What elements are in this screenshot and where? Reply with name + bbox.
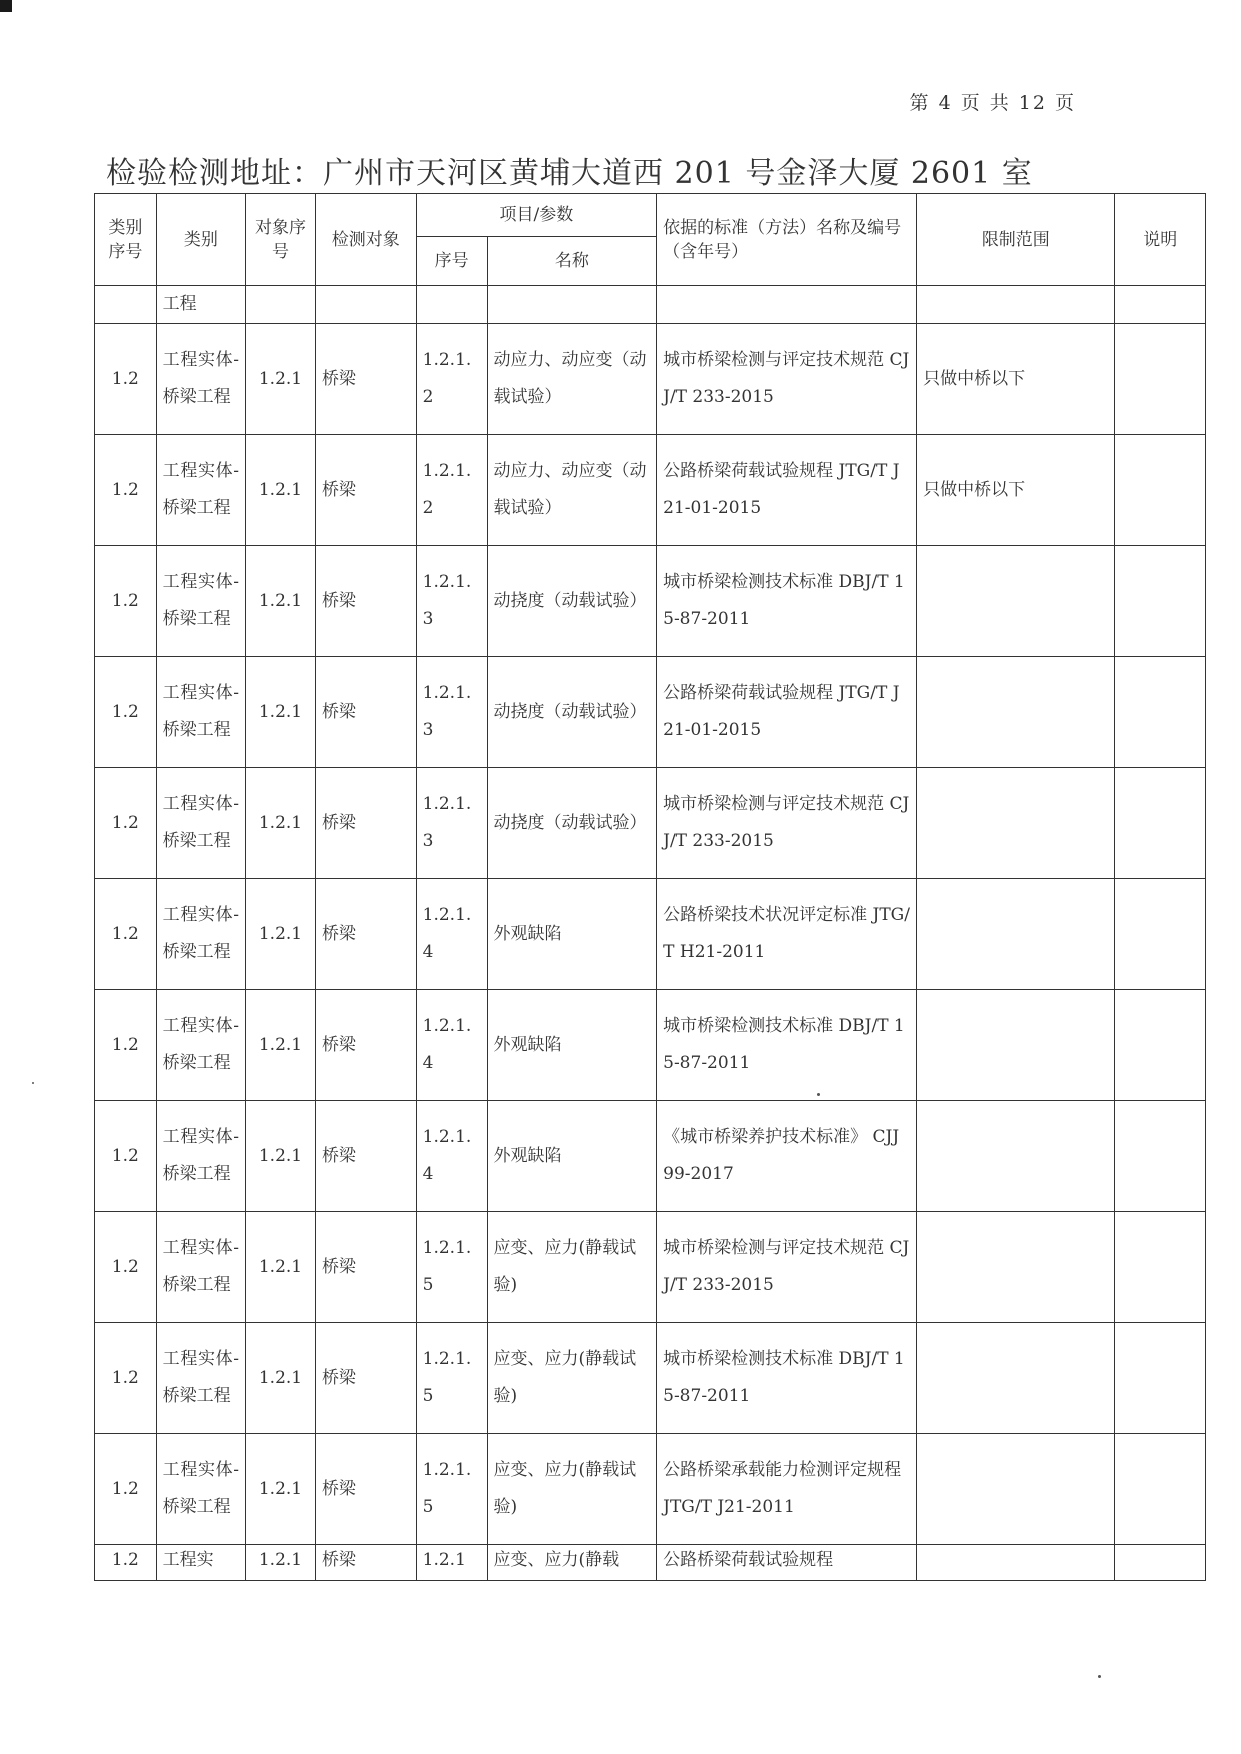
cell-object: 桥梁 (315, 324, 416, 435)
cell-remark (1115, 990, 1206, 1101)
cell-standard: 城市桥梁检测技术标准 DBJ/T 15-87-2011 (657, 990, 917, 1101)
table-row (95, 768, 1206, 879)
header-remark: 说明 (1115, 194, 1206, 286)
cell-item-name: 应变、应力(静载试验) (487, 1434, 657, 1545)
cell-limit (917, 1212, 1115, 1323)
cell-remark (1115, 1323, 1206, 1434)
cell-limit: 只做中桥以下 (917, 324, 1115, 435)
cell-item-no: 1.2.1.4 (416, 879, 487, 990)
cell-category: 工程实体-桥梁工程 (156, 546, 245, 657)
cell-object-no: 1.2.1 (246, 1323, 316, 1434)
header-standard: 依据的标准（方法）名称及编号（含年号） (657, 194, 917, 286)
cell-remark (1115, 657, 1206, 768)
cell-standard: 公路桥梁荷载试验规程 (657, 1545, 917, 1581)
cell-category: 工程实体-桥梁工程 (156, 1101, 245, 1212)
accreditation-scope-table (94, 193, 1206, 1581)
cell-item-name: 动挠度（动载试验） (487, 657, 657, 768)
cell-object-no: 1.2.1 (246, 1101, 316, 1212)
cell-object-no: 1.2.1 (246, 1545, 316, 1581)
cell-type-no: 1.2 (95, 324, 157, 435)
cell-item-no: 1.2.1.2 (416, 435, 487, 546)
table-row (95, 1212, 1206, 1323)
cell-standard: 《城市桥梁养护技术标准》 CJJ 99-2017 (657, 1101, 917, 1212)
cell-type-no: 1.2 (95, 657, 157, 768)
table-row (95, 1323, 1206, 1434)
cell-item-name (487, 286, 657, 324)
table-row (95, 1434, 1206, 1545)
cell-object-no: 1.2.1 (246, 435, 316, 546)
table-row (95, 435, 1206, 546)
cell-type-no: 1.2 (95, 1545, 157, 1581)
cell-standard: 公路桥梁承载能力检测评定规程 JTG/T J21-2011 (657, 1434, 917, 1545)
cell-category: 工程实体-桥梁工程 (156, 324, 245, 435)
cell-object (315, 286, 416, 324)
table-row (95, 657, 1206, 768)
cell-category: 工程实体-桥梁工程 (156, 768, 245, 879)
cell-item-name: 动挠度（动载试验） (487, 768, 657, 879)
cell-item-name: 应变、应力(静载 (487, 1545, 657, 1581)
cell-item-name: 动挠度（动载试验） (487, 546, 657, 657)
cell-item-no: 1.2.1.3 (416, 768, 487, 879)
table-row (95, 879, 1206, 990)
table-row (95, 1545, 1206, 1581)
testing-address: 检验检测地址：广州市天河区黄埔大道西 201 号金泽大厦 2601 室 (106, 156, 1033, 191)
cell-category: 工程实 (156, 1545, 245, 1581)
cell-item-no: 1.2.1.3 (416, 657, 487, 768)
cell-remark (1115, 435, 1206, 546)
cell-object: 桥梁 (315, 435, 416, 546)
cell-item-name: 动应力、动应变（动载试验） (487, 435, 657, 546)
header-type-no: 类别序号 (95, 194, 157, 286)
cell-type-no: 1.2 (95, 1323, 157, 1434)
cell-item-no: 1.2.1.2 (416, 324, 487, 435)
scan-speck (817, 1093, 820, 1096)
cell-object: 桥梁 (315, 1101, 416, 1212)
scan-corner-mark (0, 0, 12, 12)
cell-standard: 城市桥梁检测与评定技术规范 CJJ/T 233-2015 (657, 324, 917, 435)
cell-object: 桥梁 (315, 1212, 416, 1323)
table-row (95, 546, 1206, 657)
cell-object-no: 1.2.1 (246, 1434, 316, 1545)
page-number: 第 4 页 共 12 页 (909, 92, 1076, 114)
cell-object: 桥梁 (315, 1545, 416, 1581)
header-object-no: 对象序号 (246, 194, 316, 286)
cell-item-no: 1.2.1.5 (416, 1434, 487, 1545)
cell-item-name: 外观缺陷 (487, 879, 657, 990)
header-limit: 限制范围 (917, 194, 1115, 286)
cell-object-no: 1.2.1 (246, 879, 316, 990)
cell-object: 桥梁 (315, 879, 416, 990)
cell-standard: 城市桥梁检测技术标准 DBJ/T 15-87-2011 (657, 1323, 917, 1434)
cell-standard: 公路桥梁荷载试验规程 JTG/T J21-01-2015 (657, 657, 917, 768)
cell-standard: 公路桥梁荷载试验规程 JTG/T J21-01-2015 (657, 435, 917, 546)
table-row (95, 990, 1206, 1101)
cell-remark (1115, 1545, 1206, 1581)
cell-object: 桥梁 (315, 546, 416, 657)
cell-category: 工程实体-桥梁工程 (156, 435, 245, 546)
table-body (95, 286, 1206, 1581)
cell-object-no: 1.2.1 (246, 324, 316, 435)
cell-standard: 城市桥梁检测技术标准 DBJ/T 15-87-2011 (657, 546, 917, 657)
cell-object: 桥梁 (315, 990, 416, 1101)
cell-category: 工程实体-桥梁工程 (156, 1323, 245, 1434)
cell-standard: 城市桥梁检测与评定技术规范 CJJ/T 233-2015 (657, 768, 917, 879)
cell-limit (917, 657, 1115, 768)
cell-item-no: 1.2.1 (416, 1545, 487, 1581)
cell-limit (917, 768, 1115, 879)
scan-speck (32, 1082, 34, 1084)
header-category: 类别 (156, 194, 245, 286)
cell-category: 工程实体-桥梁工程 (156, 1212, 245, 1323)
cell-limit (917, 1323, 1115, 1434)
table-row (95, 324, 1206, 435)
cell-limit: 只做中桥以下 (917, 435, 1115, 546)
cell-remark (1115, 768, 1206, 879)
cell-item-name: 应变、应力(静载试验) (487, 1212, 657, 1323)
header-item-name: 名称 (487, 237, 657, 286)
cell-category: 工程实体-桥梁工程 (156, 990, 245, 1101)
cell-standard: 公路桥梁技术状况评定标准 JTG/T H21-2011 (657, 879, 917, 990)
cell-remark (1115, 879, 1206, 990)
cell-object: 桥梁 (315, 657, 416, 768)
cell-limit (917, 990, 1115, 1101)
cell-type-no: 1.2 (95, 1101, 157, 1212)
cell-item-no: 1.2.1.5 (416, 1323, 487, 1434)
cell-type-no (95, 286, 157, 324)
cell-item-no: 1.2.1.5 (416, 1212, 487, 1323)
cell-type-no: 1.2 (95, 768, 157, 879)
cell-item-no: 1.2.1.3 (416, 546, 487, 657)
header-item-param: 项目/参数 (416, 194, 656, 237)
cell-remark (1115, 546, 1206, 657)
cell-limit (917, 1101, 1115, 1212)
cell-type-no: 1.2 (95, 990, 157, 1101)
cell-standard (657, 286, 917, 324)
table-row (95, 1101, 1206, 1212)
cell-object-no: 1.2.1 (246, 768, 316, 879)
cell-object: 桥梁 (315, 1323, 416, 1434)
cell-limit (917, 286, 1115, 324)
cell-object: 桥梁 (315, 768, 416, 879)
cell-type-no: 1.2 (95, 879, 157, 990)
cell-item-name: 应变、应力(静载试验) (487, 1323, 657, 1434)
cell-limit (917, 1545, 1115, 1581)
cell-item-no (416, 286, 487, 324)
cell-type-no: 1.2 (95, 1434, 157, 1545)
cell-item-no: 1.2.1.4 (416, 1101, 487, 1212)
cell-limit (917, 546, 1115, 657)
cell-remark (1115, 1101, 1206, 1212)
cell-remark (1115, 324, 1206, 435)
cell-object: 桥梁 (315, 1434, 416, 1545)
table-row (95, 286, 1206, 324)
cell-category: 工程实体-桥梁工程 (156, 657, 245, 768)
cell-object-no: 1.2.1 (246, 657, 316, 768)
cell-limit (917, 879, 1115, 990)
cell-object-no (246, 286, 316, 324)
cell-item-name: 外观缺陷 (487, 1101, 657, 1212)
cell-type-no: 1.2 (95, 546, 157, 657)
cell-remark (1115, 286, 1206, 324)
header-item-no: 序号 (416, 237, 487, 286)
cell-remark (1115, 1212, 1206, 1323)
table-header (95, 194, 1206, 286)
cell-object-no: 1.2.1 (246, 546, 316, 657)
cell-category: 工程 (156, 286, 245, 324)
cell-item-name: 外观缺陷 (487, 990, 657, 1101)
cell-type-no: 1.2 (95, 435, 157, 546)
scan-speck (1098, 1675, 1101, 1678)
cell-limit (917, 1434, 1115, 1545)
cell-item-name: 动应力、动应变（动载试验） (487, 324, 657, 435)
cell-object-no: 1.2.1 (246, 1212, 316, 1323)
cell-category: 工程实体-桥梁工程 (156, 1434, 245, 1545)
cell-object-no: 1.2.1 (246, 990, 316, 1101)
cell-standard: 城市桥梁检测与评定技术规范 CJJ/T 233-2015 (657, 1212, 917, 1323)
cell-remark (1115, 1434, 1206, 1545)
cell-item-no: 1.2.1.4 (416, 990, 487, 1101)
cell-category: 工程实体-桥梁工程 (156, 879, 245, 990)
cell-type-no: 1.2 (95, 1212, 157, 1323)
header-object: 检测对象 (315, 194, 416, 286)
